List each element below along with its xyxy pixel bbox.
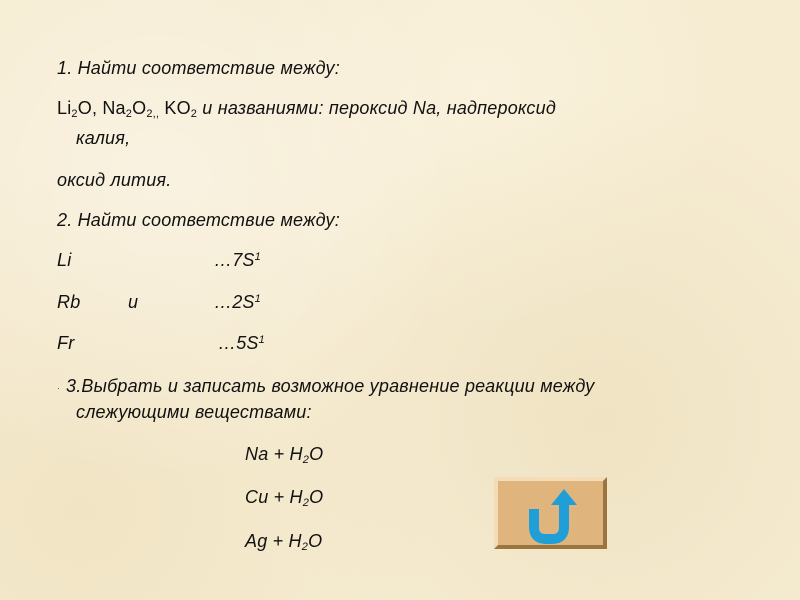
conjunction: и	[128, 292, 139, 312]
task3-line2: слежующими веществами:	[76, 402, 312, 422]
config-2s1: $\dots 2S^1$	[214, 292, 261, 312]
formula-ko2: $KO_2$	[164, 98, 198, 120]
return-button[interactable]	[494, 477, 607, 549]
bullet: ·	[57, 384, 60, 393]
u-turn-arrow-icon	[498, 481, 603, 545]
task1-oxide: оксид лития.	[57, 170, 172, 190]
element-li: Li	[57, 250, 72, 270]
task2-heading: 2. Найти соответствие между:	[57, 210, 340, 230]
config-7s1: $\dots 7S^1$	[214, 250, 261, 270]
formula-li2o: $Li_2O$,	[57, 98, 98, 120]
config-5s1: $\dots 5S^1$	[218, 333, 265, 353]
task1-heading: 1. Найти соответствие между:	[57, 58, 340, 78]
names-text: и названиями: пероксид Na, надпероксид	[197, 98, 556, 118]
task1-formulas-line	[57, 98, 556, 119]
element-fr: Fr	[57, 333, 75, 353]
element-rb: Rb	[57, 292, 81, 312]
task3-line1: 3.Выбрать и записать возможное уравнение реакции между	[66, 376, 595, 396]
reaction-na: $Na + H_2O$	[245, 444, 324, 466]
reaction-ag: $Ag + H_2O$	[245, 531, 323, 553]
reaction-cu: $Cu + H_2O$	[245, 487, 324, 509]
task1-names-continued: калия,	[76, 128, 131, 148]
formula-na2o2: $Na_2O_{2,,}$	[102, 98, 160, 120]
